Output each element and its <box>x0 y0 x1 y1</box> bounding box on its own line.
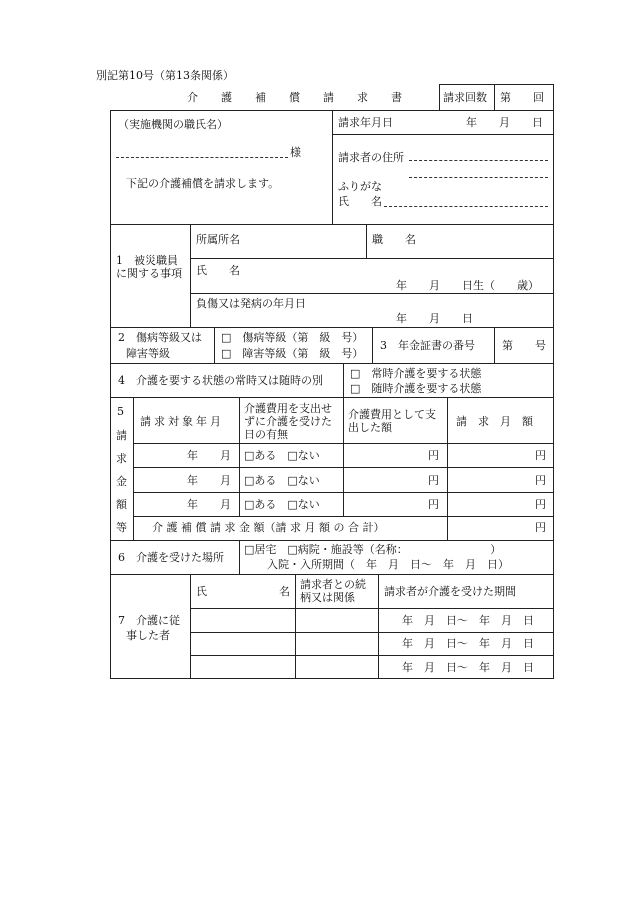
job-title-label: 職 名 <box>372 233 416 246</box>
birth-date-value: 年 月 日生（ 歳） <box>396 279 539 292</box>
sec6-label: 6 介護を受けた場所 <box>118 551 224 564</box>
care-period-col: 請求者が介護を受けた期間 <box>384 585 516 598</box>
requester-name-label: 氏 名 <box>338 195 382 208</box>
agency-line[interactable] <box>116 157 288 158</box>
caregiver-name-col-b: 名 <box>279 585 290 598</box>
injury-date-value: 年 月 日 <box>396 312 473 325</box>
stay-period: 入院・入所期間（ 年 月 日～ 年 月 日） <box>267 558 509 571</box>
sec7-label-1: 7 介護に従 <box>118 614 180 627</box>
address-line-2[interactable] <box>409 177 548 178</box>
occasional-care-checkbox[interactable]: □ 随時介護を要する状態 <box>350 382 482 395</box>
address-label: 請求者の住所 <box>338 151 404 164</box>
row2-expense: 円 <box>428 474 439 487</box>
row2-month: 年 月 <box>187 474 231 487</box>
request-count-label: 請求回数 <box>443 91 487 104</box>
care-place-options[interactable]: □居宅 □病院・施設等（名称： ） <box>244 543 502 556</box>
row1-yes-no[interactable]: □ある □ない <box>244 449 320 462</box>
caregiver-name-col-a: 氏 <box>196 585 207 598</box>
total-amount: 円 <box>535 521 546 534</box>
relation-col: 請求者との続柄又は関係 <box>300 578 366 604</box>
care-period-row1: 年 月 日～ 年 月 日 <box>402 614 534 627</box>
sec4-label: 4 介護を要する状態の常時又は随時の別 <box>118 374 323 387</box>
sec2-label-1: 2 傷病等級又は <box>118 331 202 344</box>
sec5-side-4: 額 <box>116 498 127 511</box>
sec7-label-2: 事した者 <box>126 629 170 642</box>
row3-expense: 円 <box>428 498 439 511</box>
row3-month: 年 月 <box>187 498 231 511</box>
row3-amount: 円 <box>535 498 546 511</box>
sama-label: 様 <box>290 146 301 159</box>
form-number: 別記第10号（第13条関係） <box>96 69 234 82</box>
sec5-number: 5 <box>117 405 124 418</box>
pension-cert-value: 第 号 <box>502 339 546 352</box>
form-title: 介 護 補 償 請 求 書 <box>187 91 408 104</box>
col-target-month: 請求対象年月 <box>140 415 224 428</box>
disability-grade-checkbox[interactable]: □ 障害等級（第 級 号） <box>221 347 364 360</box>
sec2-label-2: 障害等級 <box>126 347 170 360</box>
care-period-row3: 年 月 日～ 年 月 日 <box>402 661 534 674</box>
total-label: 介 護 補 償 請 求 金 額（請 求 月 額 の 合 計） <box>152 521 385 534</box>
request-date-label: 請求年月日 <box>338 116 393 129</box>
injury-date-label: 負傷又は発病の年月日 <box>196 297 306 310</box>
injury-grade-checkbox[interactable]: □ 傷病等級（第 級 号） <box>221 331 364 344</box>
row1-month: 年 月 <box>187 449 231 462</box>
sec5-side-5: 等 <box>116 521 127 534</box>
col-expense: 介護費用として支出した額 <box>348 408 436 434</box>
care-period-row2: 年 月 日～ 年 月 日 <box>402 637 534 650</box>
row1-amount: 円 <box>535 449 546 462</box>
agency-label: （実施機関の職氏名） <box>118 118 228 131</box>
requester-name-line[interactable] <box>384 206 548 207</box>
sec5-side-2: 求 <box>116 452 127 465</box>
sec1-label: 1 被災職員に関する事項 <box>116 254 182 280</box>
constant-care-checkbox[interactable]: □ 常時介護を要する状態 <box>350 367 482 380</box>
victim-name-label: 氏 名 <box>196 264 240 277</box>
row2-yes-no[interactable]: □ある □ない <box>244 474 320 487</box>
request-count-value: 第 回 <box>500 91 544 104</box>
dept-label: 所属所名 <box>196 233 240 246</box>
furigana-label: ふりがな <box>338 180 382 193</box>
sec5-side-3: 金 <box>116 475 127 488</box>
request-text: 下記の介護補償を請求します。 <box>126 177 280 190</box>
row2-amount: 円 <box>535 474 546 487</box>
row1-expense: 円 <box>428 449 439 462</box>
address-line-1[interactable] <box>409 160 548 161</box>
sec5-side-1: 請 <box>116 429 127 442</box>
col-monthly-amount: 請 求 月 額 <box>456 415 533 428</box>
col-unpaid-care: 介護費用を支出せずに介護を受けた日の有無 <box>244 402 332 441</box>
request-date-value: 年 月 日 <box>466 116 543 129</box>
row3-yes-no[interactable]: □ある □ない <box>244 498 320 511</box>
pension-cert-label: 3 年金証書の番号 <box>380 339 475 352</box>
